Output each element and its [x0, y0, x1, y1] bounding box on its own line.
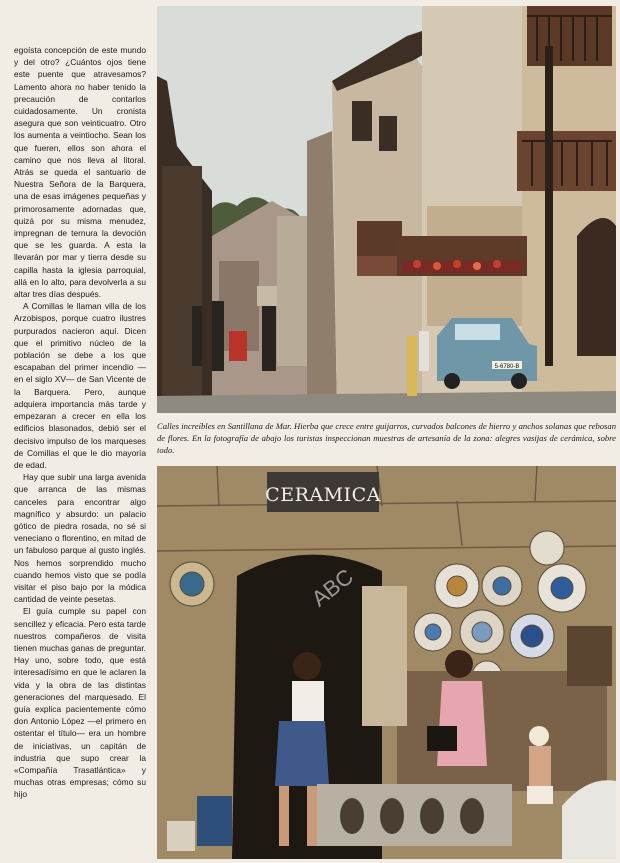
article-paragraph: El guía cumple su papel con sencillez y eficacia. Pero esta tarde nuestros compañeros de visita tienen muchas ganas de preguntar. Hay uno, sobre todo, que está interesadísimo en que le aclaren la vida y la obra de las distintas generaciones del marquesado. El guía explica pacientemente cómo don Antonio López —el primero en ostentar el título— era un hombre de iniciativas, un capitán de industria que supo crear la «Compañía Trasatlántica» y muchas otras empresas; cómo su hijo [14, 606, 146, 800]
car-license-plate: 5-6780-B [494, 364, 520, 370]
article-paragraph: A Comillas le llaman villa de los Arzobispos, porque cuatro ilustres purpurados nacieron aquí. Dicen que el primitivo núcleo de la población se debe a los que escapaban del primer incendio —en el siglo XV— de San Vicente de la Barquera. Pero, aunque adquiera importancia más tarde y empezaran a crecer en ella los edificios blasonados, debió ser el decisivo impulso de los marqueses de Comillas el que le dio mayoría de edad. [14, 301, 146, 470]
abc-watermark: ABC [306, 563, 358, 612]
article-paragraph: egoísta concepción de este mundo y del otro? ¿Cuántos ojos tiene este puente que atravesamos? Lamento ahora no haber tenido la precaución de contarlos cuidadosamente. Un cronista asegura que son veinticuatro. Otro los aumenta a veintiocho. Sean los que fueren, ellos son ahora el camino que nos lleva al litoral. Atrás se queda el santuario de Nuestra Señora de la Barquera, una de esas imágenes pequeñas y primorosamente adornadas que, quizá por su misma menudez, impregnan de ternura la devoción que se les guarda. A esta la llevarán por mar y tierra desde su capilla hasta la iglesia parroquial, allá en lo alto, para devolverla a su altar tres días después. [14, 45, 146, 300]
street-photo [157, 6, 616, 413]
ceramics-shop-photo [157, 466, 616, 859]
ceramica-sign: CERAMICA [265, 484, 381, 506]
article-text-column [14, 44, 146, 844]
photo-caption: Calles increíbles en Santillana de Mar. Hierba que crece entre guijarros, curvados balcones de hierro y anchos solanas que rebosan de flores. En la fotografía de abajo los turistas inspeccionan muestras de artesanía de la zona: alegres vasijas de cerámica, sobre todo. [157, 421, 616, 455]
article-paragraph: Hay que subir una larga avenida que arranca de las mismas canceles para encontrar algo magnífico y absurdo: un palacio gótico de piedra rosada, no sé si veneciano o florentino, en mitad de un fabuloso parque al gusto inglés. Nos hemos sorprendido mucho cuando hemos visto que se podía visitar el piso bajo por la módica cantidad de veinte pesetas. [14, 472, 146, 605]
